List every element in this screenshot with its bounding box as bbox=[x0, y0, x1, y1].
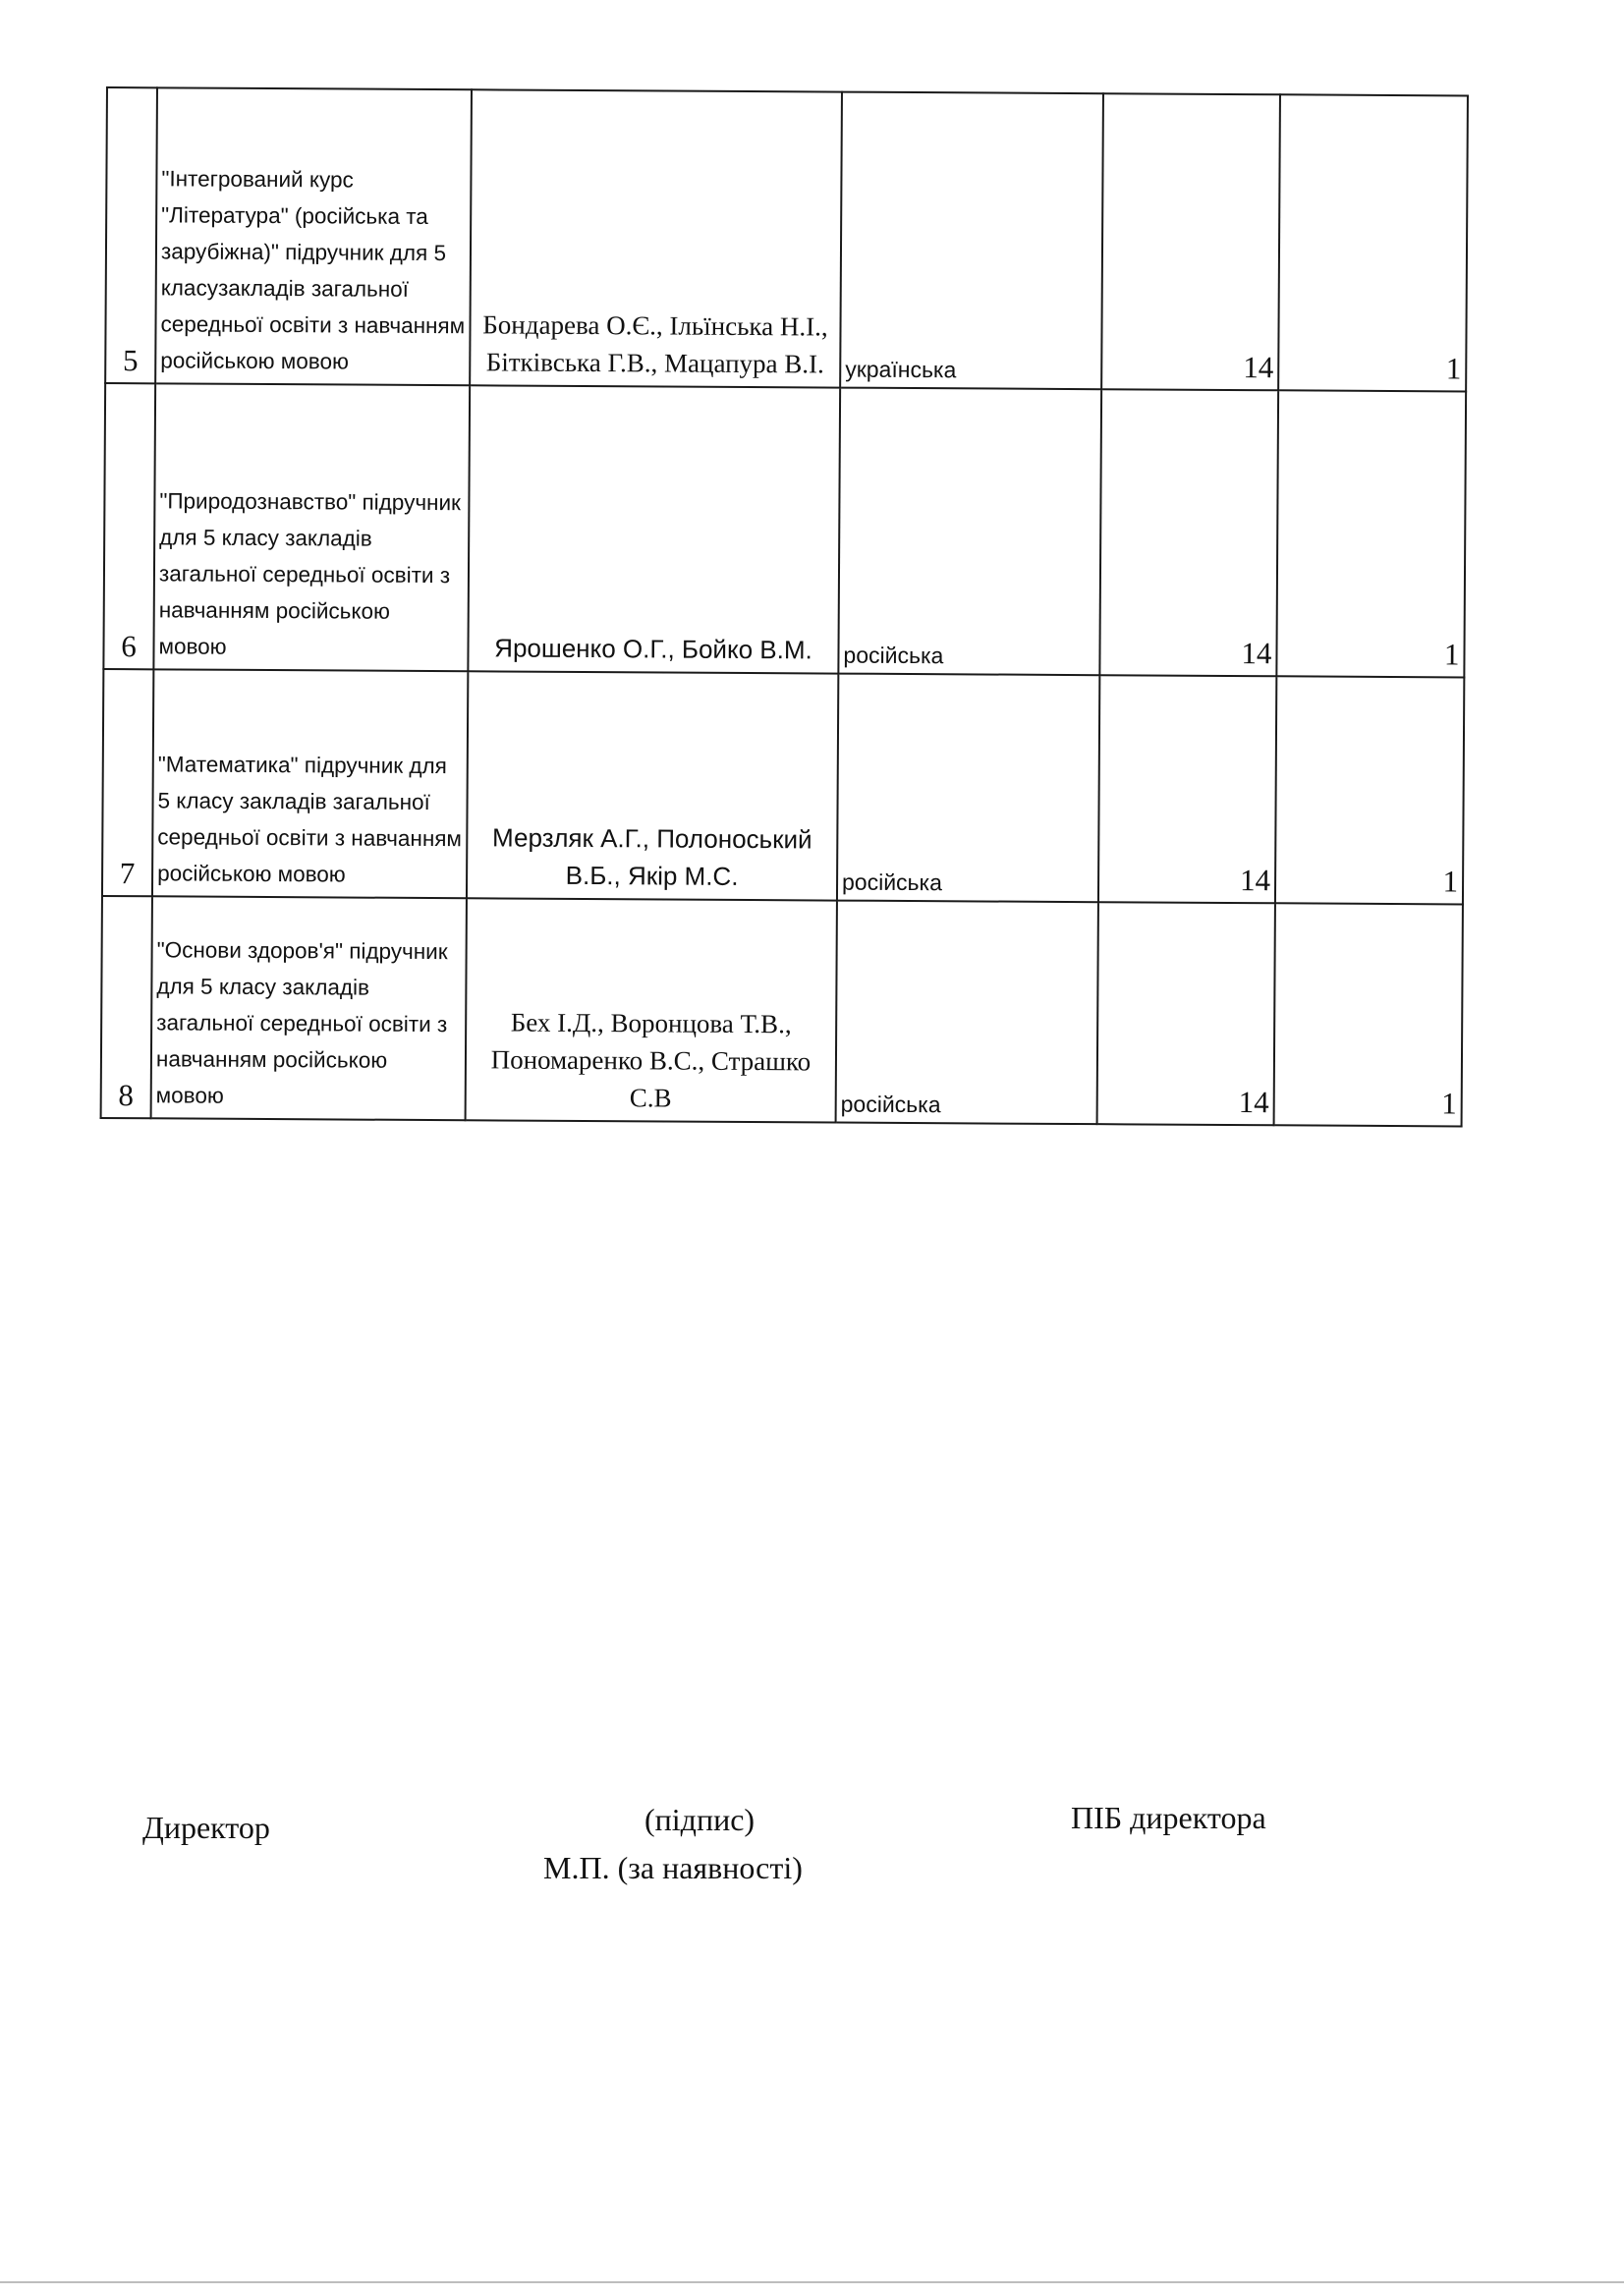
book-language: російська bbox=[838, 388, 1101, 676]
row-number: 7 bbox=[102, 669, 153, 896]
row-number: 6 bbox=[103, 383, 155, 669]
table-row bbox=[101, 896, 1463, 1126]
book-title: "Основи здоров'я" підручник для 5 класу закладів загальної середньої освіти з навчанням російською мовою bbox=[151, 896, 467, 1120]
book-authors: Мерзляк А.Г., Полоноський В.Б., Якір М.С. bbox=[467, 671, 838, 900]
book-count: 1 bbox=[1274, 903, 1463, 1126]
book-authors: Бондарева О.Є., Ільїнська Н.І., Бітківська Г.В., Мацапура В.І. bbox=[470, 89, 842, 387]
scan-edge-line bbox=[0, 2281, 1624, 2283]
book-language: російська bbox=[836, 901, 1098, 1125]
table-row bbox=[102, 669, 1464, 904]
director-label: Директор bbox=[142, 1810, 270, 1845]
book-authors: Бех І.Д., Воронцова Т.В., Пономаренко В.С., Страшко С.В bbox=[466, 898, 837, 1122]
director-name-label: ПІБ директора bbox=[1071, 1800, 1266, 1835]
book-count: 1 bbox=[1275, 676, 1464, 904]
book-quantity: 14 bbox=[1099, 389, 1278, 676]
book-title: "Інтегрований курс "Література" (російська та зарубіжна)" підручник для 5 класузакладів загальної середньої освіти з навчанням російською мовою bbox=[155, 87, 472, 385]
table-row bbox=[103, 383, 1466, 677]
book-count: 1 bbox=[1276, 390, 1466, 677]
stamp-label: М.П. (за наявності) bbox=[543, 1850, 803, 1885]
table-row bbox=[105, 87, 1468, 391]
textbook-table bbox=[100, 86, 1469, 1127]
book-title: "Математика" підручник для 5 класу закладів загальної середньої освіти з навчанням російською мовою bbox=[152, 669, 468, 898]
book-title: "Природознавство" підручник для 5 класу закладів загальної середньої освіти з навчанням російською мовою bbox=[153, 383, 470, 671]
book-count: 1 bbox=[1278, 94, 1468, 391]
book-language: російська bbox=[837, 674, 1099, 903]
row-number: 5 bbox=[105, 87, 157, 383]
book-authors: Ярошенко О.Г., Бойко В.М. bbox=[468, 385, 840, 673]
book-quantity: 14 bbox=[1101, 93, 1280, 390]
signature-label: (підпис) bbox=[644, 1802, 756, 1837]
book-language: українська bbox=[840, 92, 1103, 390]
row-number: 8 bbox=[101, 896, 152, 1118]
book-quantity: 14 bbox=[1097, 902, 1275, 1125]
book-quantity: 14 bbox=[1098, 675, 1276, 903]
